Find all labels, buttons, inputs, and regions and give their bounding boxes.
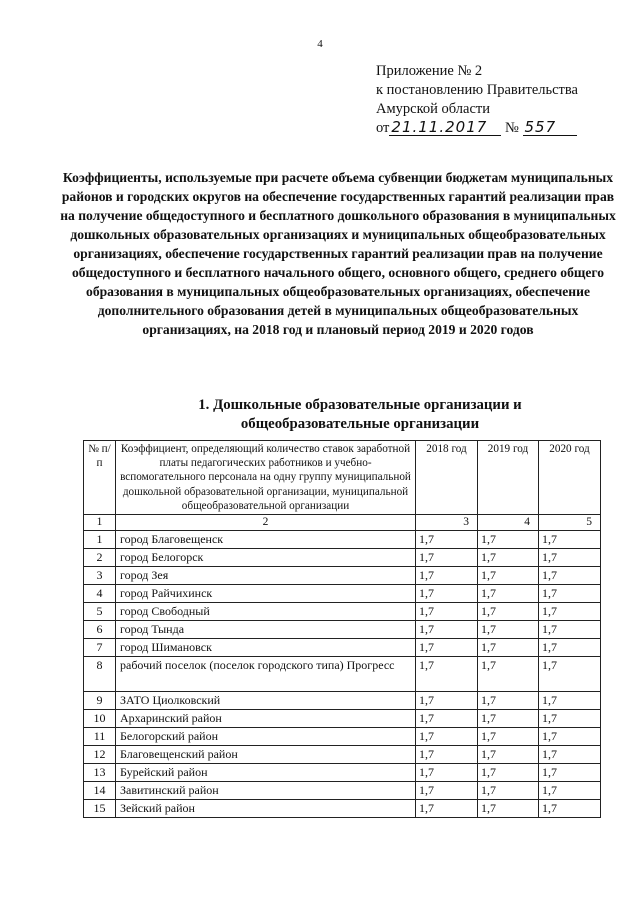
table-row <box>84 764 601 782</box>
index-cell: 4 <box>478 515 539 531</box>
row-number: 1 <box>84 531 116 549</box>
handwritten-date: 21.11.2017 <box>389 120 501 136</box>
header-num: № п/п <box>84 441 116 515</box>
column-index-row <box>84 515 601 531</box>
table-row <box>84 710 601 728</box>
table-row <box>84 585 601 603</box>
row-value-2018: 1,7 <box>416 531 478 549</box>
row-value-2019: 1,7 <box>478 639 539 657</box>
handwritten-number: 557 <box>523 120 577 136</box>
table-row <box>84 639 601 657</box>
row-value-2020: 1,7 <box>539 531 601 549</box>
row-value-2018: 1,7 <box>416 782 478 800</box>
row-value-2020: 1,7 <box>539 728 601 746</box>
appendix-block <box>376 62 626 138</box>
table-row <box>84 782 601 800</box>
row-value-2018: 1,7 <box>416 764 478 782</box>
row-value-2020: 1,7 <box>539 710 601 728</box>
table-row <box>84 531 601 549</box>
row-number: 7 <box>84 639 116 657</box>
row-value-2018: 1,7 <box>416 567 478 585</box>
row-territory-name: город Райчихинск <box>116 585 416 603</box>
row-number: 6 <box>84 621 116 639</box>
row-value-2018: 1,7 <box>416 585 478 603</box>
row-value-2020: 1,7 <box>539 603 601 621</box>
row-number: 9 <box>84 692 116 710</box>
row-value-2019: 1,7 <box>478 549 539 567</box>
table-row <box>84 603 601 621</box>
row-value-2018: 1,7 <box>416 692 478 710</box>
table-row <box>84 567 601 585</box>
row-value-2019: 1,7 <box>478 657 539 692</box>
table-row <box>84 692 601 710</box>
row-territory-name: город Зея <box>116 567 416 585</box>
row-value-2019: 1,7 <box>478 782 539 800</box>
coefficients-table <box>83 440 601 818</box>
table-row <box>84 657 601 692</box>
row-value-2020: 1,7 <box>539 692 601 710</box>
page-number: 4 <box>317 38 323 50</box>
row-value-2020: 1,7 <box>539 585 601 603</box>
row-value-2020: 1,7 <box>539 657 601 692</box>
index-cell: 2 <box>116 515 416 531</box>
row-territory-name: Завитинский район <box>116 782 416 800</box>
row-value-2019: 1,7 <box>478 746 539 764</box>
index-cell: 1 <box>84 515 116 531</box>
row-territory-name: город Белогорск <box>116 549 416 567</box>
row-territory-name: Бурейский район <box>116 764 416 782</box>
table-header-row <box>84 441 601 515</box>
section-title: 1. Дошкольные образовательные организации и общеобразовательные организации <box>198 397 522 432</box>
row-value-2019: 1,7 <box>478 710 539 728</box>
row-number: 14 <box>84 782 116 800</box>
row-territory-name: город Шимановск <box>116 639 416 657</box>
table-row <box>84 621 601 639</box>
row-number: 11 <box>84 728 116 746</box>
row-territory-name: Зейский район <box>116 800 416 818</box>
row-value-2019: 1,7 <box>478 764 539 782</box>
row-number: 12 <box>84 746 116 764</box>
header-coefficient: Коэффициент, определяющий количество ставок заработной платы педагогических работников и учебно-вспомогательного персонала на одну группу муниципальной дошкольной образовательной организации, муниципальной общеобразовательной организации <box>116 441 416 515</box>
row-value-2018: 1,7 <box>416 657 478 692</box>
appendix-line-2: к постановлению Правительства <box>376 82 578 98</box>
row-territory-name: Белогорский район <box>116 728 416 746</box>
header-2018: 2018 год <box>416 441 478 515</box>
number-label: № <box>505 120 519 136</box>
index-cell: 3 <box>416 515 478 531</box>
table-row <box>84 800 601 818</box>
index-cell: 5 <box>539 515 601 531</box>
header-2020: 2020 год <box>539 441 601 515</box>
row-value-2018: 1,7 <box>416 621 478 639</box>
appendix-date-line <box>376 119 626 138</box>
row-territory-name: город Тында <box>116 621 416 639</box>
table-row <box>84 746 601 764</box>
row-value-2020: 1,7 <box>539 746 601 764</box>
appendix-line-1: Приложение № 2 <box>376 63 483 79</box>
row-value-2020: 1,7 <box>539 782 601 800</box>
row-territory-name: Архаринский район <box>116 710 416 728</box>
row-value-2019: 1,7 <box>478 621 539 639</box>
document-title: Коэффициенты, используемые при расчете объема субвенции бюджетам муниципальных районов и городских округов на обеспечение государственных гарантий реализации прав на получение общедоступного и бесплатного дошкольного образования в муниципальных дошкольных образовательных организациях и муниципальных общеобразовательных организациях, обеспечение государственных гарантий реализации прав на получение общедоступного и бесплатного начального общего, основного общего, среднего общего образования в муниципальных общеобразовательных организациях, обеспечение дополнительного образования детей в муниципальных общеобразовательных организациях, на 2018 год и плановый период 2019 и 2020 годов <box>60 170 616 337</box>
row-value-2020: 1,7 <box>539 764 601 782</box>
row-value-2018: 1,7 <box>416 800 478 818</box>
row-value-2019: 1,7 <box>478 567 539 585</box>
row-territory-name: город Свободный <box>116 603 416 621</box>
row-number: 15 <box>84 800 116 818</box>
row-value-2019: 1,7 <box>478 692 539 710</box>
row-value-2020: 1,7 <box>539 549 601 567</box>
row-number: 8 <box>84 657 116 692</box>
row-value-2019: 1,7 <box>478 531 539 549</box>
row-value-2018: 1,7 <box>416 728 478 746</box>
row-value-2020: 1,7 <box>539 800 601 818</box>
row-value-2018: 1,7 <box>416 710 478 728</box>
table-row <box>84 728 601 746</box>
row-value-2018: 1,7 <box>416 639 478 657</box>
row-number: 5 <box>84 603 116 621</box>
row-value-2019: 1,7 <box>478 800 539 818</box>
row-number: 2 <box>84 549 116 567</box>
row-value-2020: 1,7 <box>539 621 601 639</box>
appendix-line-3: Амурской области <box>376 101 490 117</box>
row-value-2018: 1,7 <box>416 549 478 567</box>
row-value-2020: 1,7 <box>539 639 601 657</box>
row-number: 4 <box>84 585 116 603</box>
row-value-2018: 1,7 <box>416 746 478 764</box>
row-number: 10 <box>84 710 116 728</box>
row-value-2019: 1,7 <box>478 728 539 746</box>
header-2019: 2019 год <box>478 441 539 515</box>
row-number: 13 <box>84 764 116 782</box>
row-territory-name: ЗАТО Циолковский <box>116 692 416 710</box>
row-value-2019: 1,7 <box>478 585 539 603</box>
row-value-2018: 1,7 <box>416 603 478 621</box>
row-territory-name: Благовещенский район <box>116 746 416 764</box>
table-row <box>84 549 601 567</box>
row-territory-name: город Благовещенск <box>116 531 416 549</box>
row-value-2020: 1,7 <box>539 567 601 585</box>
from-label: от <box>376 120 390 136</box>
row-number: 3 <box>84 567 116 585</box>
row-territory-name: рабочий поселок (поселок городского типа) Прогресс <box>116 657 416 692</box>
row-value-2019: 1,7 <box>478 603 539 621</box>
